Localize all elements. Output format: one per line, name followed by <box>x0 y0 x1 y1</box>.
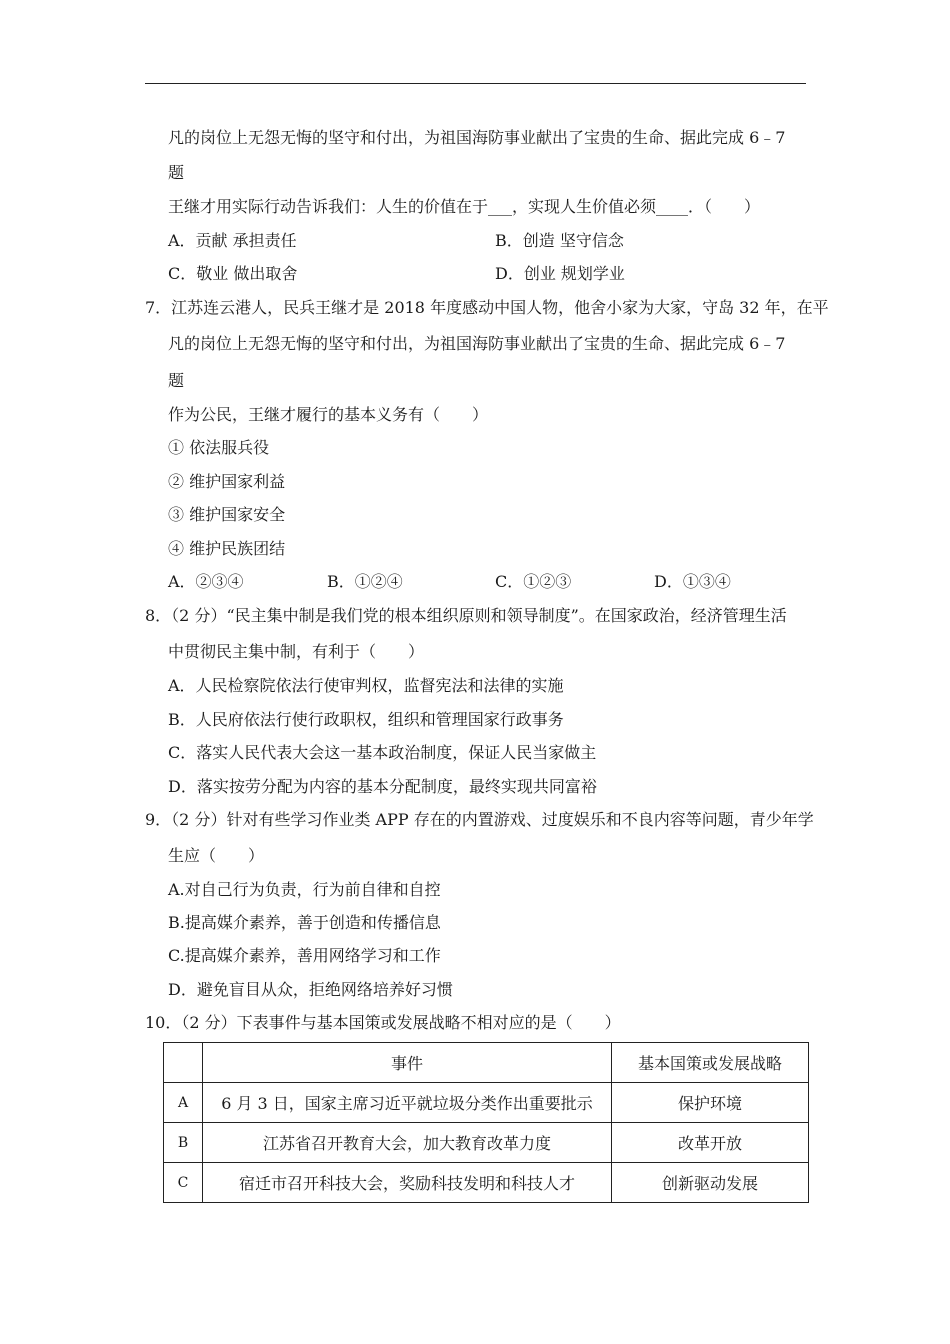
q9-line1: 9．（2 分）针对有些学习作业类 APP 存在的内置游戏、过度娱乐和不良内容等问题，青少年学 <box>145 810 814 829</box>
q7-item: ① 依法服兵役 <box>168 438 270 457</box>
q9-option-a: A.对自己行为负责，行为前自律和自控 <box>168 880 441 899</box>
q7-item: ③ 维护国家安全 <box>168 505 286 524</box>
q8-line2: 中贯彻民主集中制，有利于（ ） <box>168 642 425 661</box>
table-row <box>164 1163 809 1203</box>
q8-option-c: C．落实人民代表大会这一基本政治制度，保证人民当家做主 <box>168 743 597 762</box>
q6-stem: 王继才用实际行动告诉我们：人生的价值在于___，实现人生价值必须____．（ ） <box>168 197 761 216</box>
q7-option-a: A．②③④ <box>168 572 244 591</box>
q8-option-d: D．落实按劳分配为内容的基本分配制度，最终实现共同富裕 <box>168 777 597 796</box>
q9-option-d: D．避免盲目从众，拒绝网络培养好习惯 <box>168 980 453 999</box>
q7-line2: 凡的岗位上无怨无悔的坚守和付出，为祖国海防事业献出了宝贵的生命、据此完成 6﹣7 <box>168 334 786 353</box>
table-cell: A <box>164 1083 203 1123</box>
table-cell: 6 月 3 日，国家主席习近平就垃圾分类作出重要批示 <box>203 1083 612 1123</box>
table-header-cell <box>164 1043 203 1083</box>
table-header-cell: 事件 <box>203 1043 612 1083</box>
q7-option-b: B．①②④ <box>327 572 403 591</box>
q7-stem: 作为公民，王继才履行的基本义务有（ ） <box>168 405 489 424</box>
q8-line1: 8．（2 分）“民主集中制是我们党的根本组织原则和领导制度”。在国家政治，经济管理生活 <box>145 606 787 625</box>
table-cell: 宿迁市召开科技大会，奖励科技发明和科技人才 <box>203 1163 612 1203</box>
table-header-row <box>164 1043 809 1083</box>
q9-option-c: C.提高媒介素养，善用网络学习和工作 <box>168 946 441 965</box>
q10-stem: 10．（2 分）下表事件与基本国策或发展战略不相对应的是（ ） <box>145 1013 621 1032</box>
table-row <box>164 1123 809 1163</box>
q8-option-b: B．人民府依法行使行政职权，组织和管理国家行政事务 <box>168 710 564 729</box>
table-header-cell: 基本国策或发展战略 <box>612 1043 809 1083</box>
q6-option-d: D．创业 规划学业 <box>495 264 625 283</box>
q7-line3: 题 <box>168 371 185 390</box>
q7-item: ② 维护国家利益 <box>168 472 286 491</box>
table-cell: 江苏省召开教育大会，加大教育改革力度 <box>203 1123 612 1163</box>
q6-context-line2: 题 <box>168 163 185 182</box>
q7-option-d: D．①③④ <box>654 572 731 591</box>
q6-option-a: A．贡献 承担责任 <box>168 231 297 250</box>
q9-line2: 生应（ ） <box>168 846 265 865</box>
q6-option-b: B．创造 坚守信念 <box>495 231 624 250</box>
table-cell: 改革开放 <box>612 1123 809 1163</box>
q8-option-a: A．人民检察院依法行使审判权，监督宪法和法律的实施 <box>168 676 564 695</box>
table-cell: C <box>164 1163 203 1203</box>
table-cell: 保护环境 <box>612 1083 809 1123</box>
q6-context-line1: 凡的岗位上无怨无悔的坚守和付出，为祖国海防事业献出了宝贵的生命、据此完成 6﹣7 <box>168 128 786 147</box>
q7-line1: 7．江苏连云港人，民兵王继才是 2018 年度感动中国人物，他舍小家为大家，守岛 32 年，在平 <box>145 298 829 317</box>
table-row <box>164 1083 809 1123</box>
table-cell: B <box>164 1123 203 1163</box>
events-table <box>163 1042 809 1203</box>
table-cell: 创新驱动发展 <box>612 1163 809 1203</box>
q7-item: ④ 维护民族团结 <box>168 539 286 558</box>
q7-option-c: C．①②③ <box>495 572 572 591</box>
header-rule <box>145 83 806 84</box>
q9-option-b: B.提高媒介素养，善于创造和传播信息 <box>168 913 441 932</box>
q6-option-c: C．敬业 做出取舍 <box>168 264 298 283</box>
